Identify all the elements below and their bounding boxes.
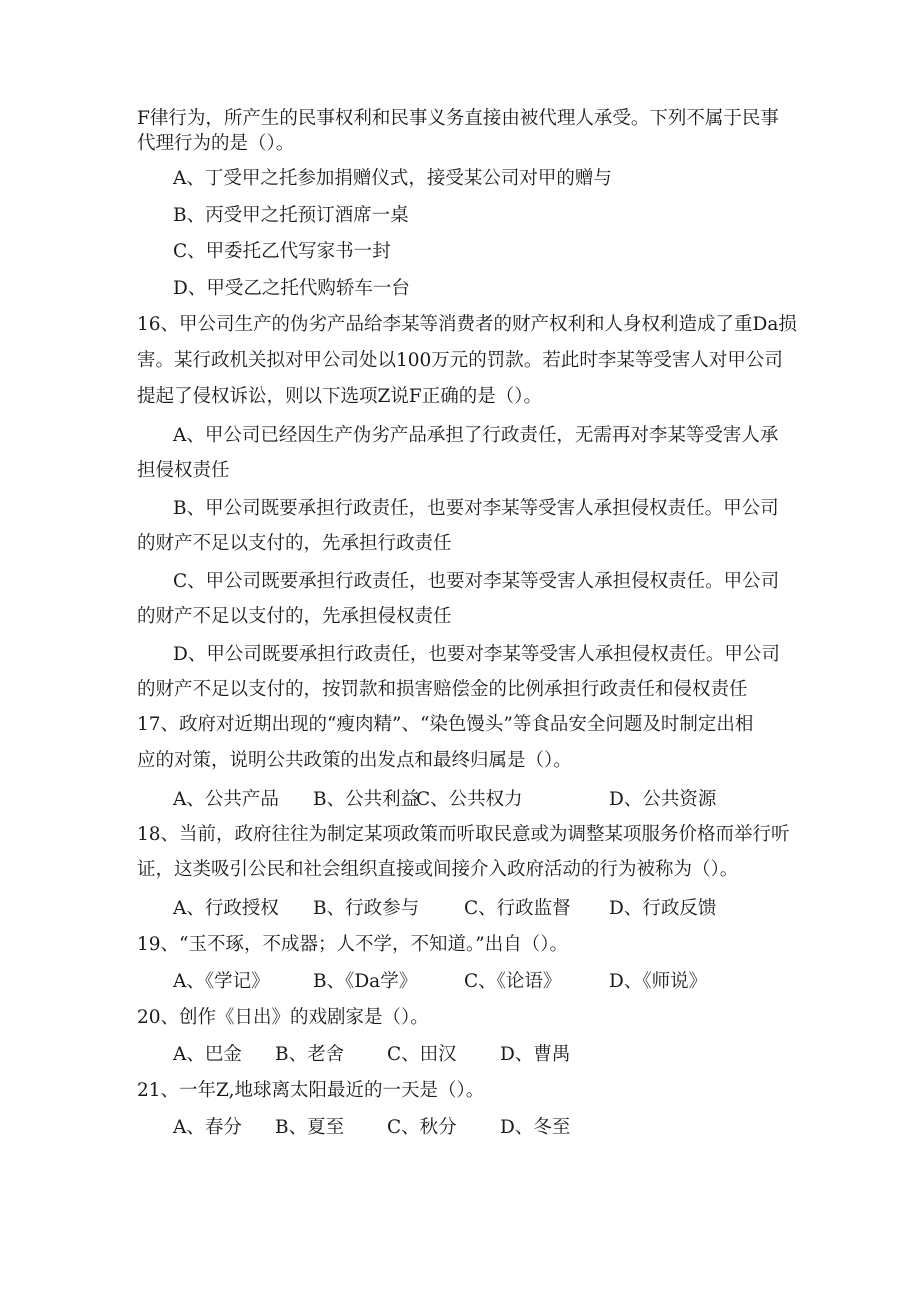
q15-option-b: B、丙受甲之托预订酒席一桌 <box>173 205 409 226</box>
q19-option-a: A、《学记》 <box>173 971 270 992</box>
q16-option-b-line-2: 的财产不足以支付的，先承担行政责任 <box>137 533 452 554</box>
intro-line-1: F律行为，所产生的民事权利和民事义务直接由被代理人承受。下列不属于民事 <box>137 108 779 129</box>
q19-option-b: B、《Da学》 <box>313 971 418 992</box>
q17-stem-line-2: 应的对策，说明公共政策的出发点和最终归属是（）。 <box>137 750 572 771</box>
q16-stem-line-3: 提起了侵权诉讼，则以下选项Z说F正确的是（）。 <box>137 386 542 407</box>
q16-option-c-line-2: 的财产不足以支付的，先承担侵权责任 <box>137 606 452 627</box>
q20-option-c: C、田汉 <box>387 1044 457 1065</box>
q17-option-b: B、公共利益 <box>313 789 420 810</box>
q16-option-c-line-1: C、甲公司既要承担行政责任，也要对李某等受害人承担侵权责任。甲公司 <box>173 571 780 592</box>
q16-option-d-line-1: D、甲公司既要承担行政责任，也要对李某等受害人承担侵权责任。甲公司 <box>173 644 780 665</box>
q17-option-a: A、公共产品 <box>173 789 279 810</box>
q20-option-d: D、曹禺 <box>500 1044 571 1065</box>
q17-stem-line-1: 17、政府对近期出现的“瘦肉精”、“染色馒头”等食品安全问题及时制定出相 <box>137 714 754 735</box>
q17-option-d: D、公共资源 <box>609 789 717 810</box>
q21-option-b: B、夏至 <box>275 1117 345 1138</box>
q21-option-d: D、冬至 <box>500 1117 571 1138</box>
q18-option-c: C、行政监督 <box>464 898 571 919</box>
q19-option-d: D、《师说》 <box>609 971 708 992</box>
q18-option-d: D、行政反馈 <box>609 898 717 919</box>
q18-stem-line-1: 18、当前，政府往往为制定某项政策而听取民意或为调整某项服务价格而举行听 <box>137 824 790 845</box>
q15-option-c: C、甲委托乙代写家书一封 <box>173 241 391 262</box>
q21-option-a: A、春分 <box>173 1117 242 1138</box>
intro-line-2: 代理行为的是（）。 <box>137 133 295 154</box>
q21-option-c: C、秋分 <box>387 1117 457 1138</box>
q18-option-b: B、行政参与 <box>313 898 420 919</box>
q18-stem-line-2: 证，这类吸引公民和社会组织直接或间接介入政府活动的行为被称为（）。 <box>137 859 739 880</box>
q21-stem: 21、一年Z,地球离太阳最近的一天是（）。 <box>137 1080 485 1101</box>
q20-stem: 20、创作《日出》的戏剧家是（）。 <box>137 1007 429 1028</box>
q16-option-a-line-2: 担侵权责任 <box>137 460 230 481</box>
q16-option-b-line-1: B、甲公司既要承担行政责任，也要对李某等受害人承担侵权责任。甲公司 <box>173 498 779 519</box>
q16-option-a-line-1: A、甲公司已经因生产伪劣产品承担了行政责任，无需再对李某等受害人承 <box>173 425 779 446</box>
q19-option-c: C、《论语》 <box>464 971 562 992</box>
q16-option-d-line-2: 的财产不足以支付的，按罚款和损害赔偿金的比例承担行政责任和侵权责任 <box>137 679 748 700</box>
q16-stem-line-2: 害。某行政机关拟对甲公司处以100万元的罚款。若此时李某等受害人对甲公司 <box>137 350 783 371</box>
q15-option-d: D、甲受乙之托代购轿车一台 <box>173 278 410 299</box>
q16-stem-line-1: 16、甲公司生产的伪劣产品给李某等消费者的财产权利和人身权利造成了重Da损 <box>137 314 797 335</box>
q18-option-a: A、行政授权 <box>173 898 279 919</box>
q20-option-a: A、巴金 <box>173 1044 242 1065</box>
q20-option-b: B、老舍 <box>275 1044 345 1065</box>
q19-stem: 19、“玉不琢，不成器；人不学，不知道。”出自（）。 <box>137 934 568 955</box>
q17-option-c: C、公共权力 <box>416 789 523 810</box>
q15-option-a: A、丁受甲之托参加捐赠仪式，接受某公司对甲的赠与 <box>173 168 612 189</box>
